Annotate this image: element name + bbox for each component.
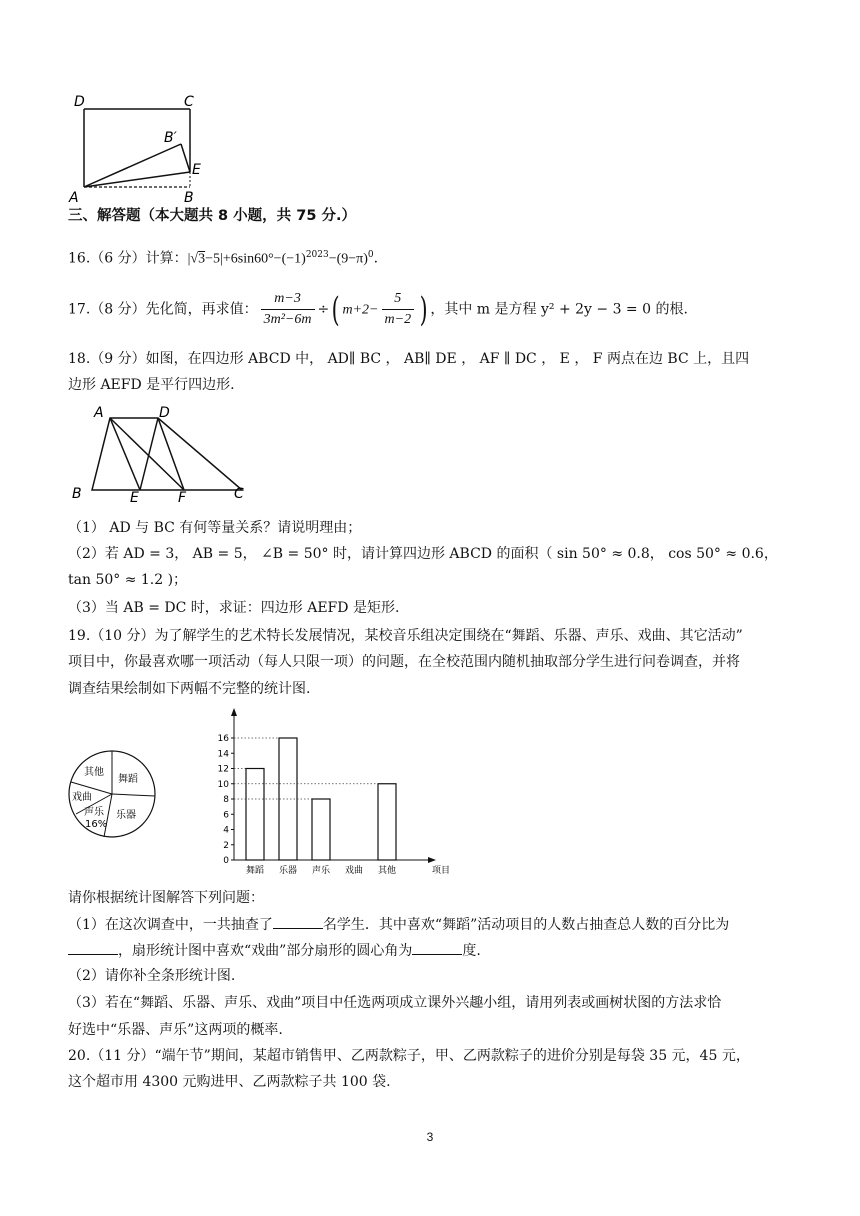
question-19-line1: 19.（10 分）为了解学生的艺术特长发展情况，某校音乐组决定围绕在“舞蹈、乐器、声乐、戏曲、其它活动” (68, 628, 743, 644)
y-tick-label: 8 (223, 795, 229, 805)
question-19-sub1: （1）在这次调查中，一共抽查了 名学生．其中喜欢“舞蹈”活动项目的人数占抽查总人数的百分比为 (68, 914, 729, 935)
question-18-line2: 边形 AEFD 是平行四边形. (68, 377, 235, 393)
question-18-part3: （3）当 AB = DC 时，求证：四边形 AEFD 是矩形. (68, 600, 400, 616)
label-B: B (184, 190, 194, 206)
page-number: 3 (426, 1130, 434, 1144)
y-tick-label: 0 (223, 856, 229, 866)
label-B-prime: B′ (164, 130, 177, 146)
x-tick-label: 乐器 (278, 866, 298, 876)
question-19-sub1-cont: ，扇形统计图中喜欢“戏曲”部分扇形的圆心角为 度. (68, 940, 481, 961)
fraction-2: $\frac{5}{m-2}$ (382, 289, 415, 330)
label-C: C (184, 94, 194, 110)
y-axis-arrow (231, 708, 237, 716)
question-19-sub3: （3）若在“舞蹈、乐器、声乐、戏曲”项目中任选两项成立课外兴趣小组，请用列表或画树状图的方法求恰 (68, 995, 722, 1011)
quadrilateral-figure (66, 402, 256, 506)
label-D: D (74, 94, 85, 110)
pie-label-vocal: 声乐 (84, 807, 104, 818)
question-19-line2: 项目中，你最喜欢哪一项活动（每人只限一项）的问题，在全校范围内随机抽取部分学生进行问卷调查，并将 (68, 654, 740, 670)
x-tick-label: 其他 (377, 866, 397, 876)
pie-label-instrument: 乐器 (116, 810, 136, 821)
label-D: D (159, 405, 170, 421)
pie-chart (66, 748, 158, 840)
x-axis-label: 项目 (432, 866, 451, 876)
question-20-line2: 这个超市用 4300 元购进甲、乙两款粽子共 100 袋. (68, 1074, 391, 1090)
x-tick-label: 戏曲 (344, 866, 364, 876)
pie-label-dance: 舞蹈 (118, 774, 138, 785)
label-B: B (72, 486, 82, 502)
question-19-after: 请你根据统计图解答下列问题： (68, 890, 264, 906)
question-16: 16.（6 分）计算：$|√3-5|+6\sin 60^\circ-(-1)^{2023}-(9-\pi)^0$. (68, 250, 379, 267)
question-20-line1: 20.（11 分）“端午节”期间，某超市销售甲、乙两款粽子，甲、乙两款粽子的进价分别是每袋 35 元，45 元， (68, 1048, 750, 1064)
answer-blank-total[interactable] (273, 914, 323, 929)
label-E: E (192, 162, 201, 178)
y-tick-label: 12 (217, 764, 229, 775)
label-E: E (130, 490, 139, 506)
fold-figure (66, 92, 216, 206)
pie-label-opera: 戏曲 (72, 792, 92, 803)
label-C: C (234, 486, 244, 502)
question-18-part2-cont: tan 50° ≈ 1.2 )； (68, 572, 188, 588)
label-A: A (69, 190, 79, 206)
bar-声乐 (312, 799, 330, 860)
question-18-part2: （2）若 AD = 3， AB = 5， ∠B = 50° 时，请计算四边形 ABCD 的面积（ sin 50° ≈ 0.8， cos 50° ≈ 0.6， (68, 546, 778, 562)
y-tick-label: 14 (217, 749, 229, 760)
pie-label-vocal-pct: 16% (85, 819, 108, 830)
label-A: A (94, 405, 104, 421)
answer-blank-percent[interactable] (68, 940, 118, 955)
x-tick-label: 舞蹈 (245, 866, 265, 876)
y-tick-label: 2 (223, 840, 229, 851)
y-tick-label: 6 (223, 810, 229, 821)
answer-blank-angle[interactable] (412, 940, 462, 955)
bar-舞蹈 (246, 769, 264, 861)
fraction-1: $\frac{m-3}{\text{3m²−6m}}$ (261, 289, 315, 330)
question-18-part1: （1） AD 与 BC 有何等量关系？请说明理由； (68, 520, 362, 536)
question-19-sub3-cont: 好选中“乐器、声乐”这两项的概率. (68, 1022, 283, 1038)
y-tick-label: 10 (217, 779, 229, 790)
bar-chart (206, 704, 466, 880)
section-title: 三、解答题（本大题共 8 小题，共 75 分.） (68, 208, 356, 224)
x-tick-label: 声乐 (311, 866, 331, 876)
label-F: F (178, 490, 187, 506)
x-axis-arrow (428, 857, 436, 863)
y-tick-label: 16 (217, 734, 229, 744)
question-19-sub2: （2）请你补全条形统计图. (68, 968, 236, 984)
question-18-line1: 18.（9 分）如图，在四边形 ABCD 中， AD∥ BC ， AB∥ DE ， AF ∥ DC ， E ， F 两点在边 BC 上，且四 (68, 351, 750, 367)
y-tick-label: 4 (223, 825, 229, 836)
question-17: 17.（8 分）先化简，再求值： $\frac{m-3}{\text{3m²−6m}}$ ÷( m+2− $\frac{5}{m-2}$ ) ，其中 m 是方程 y² + 2y − 3 = 0 的根. (68, 289, 688, 330)
pie-label-other: 其他 (84, 767, 104, 778)
bar-其他 (378, 784, 396, 860)
question-19-line3: 调查结果绘制如下两幅不完整的统计图. (68, 681, 311, 697)
